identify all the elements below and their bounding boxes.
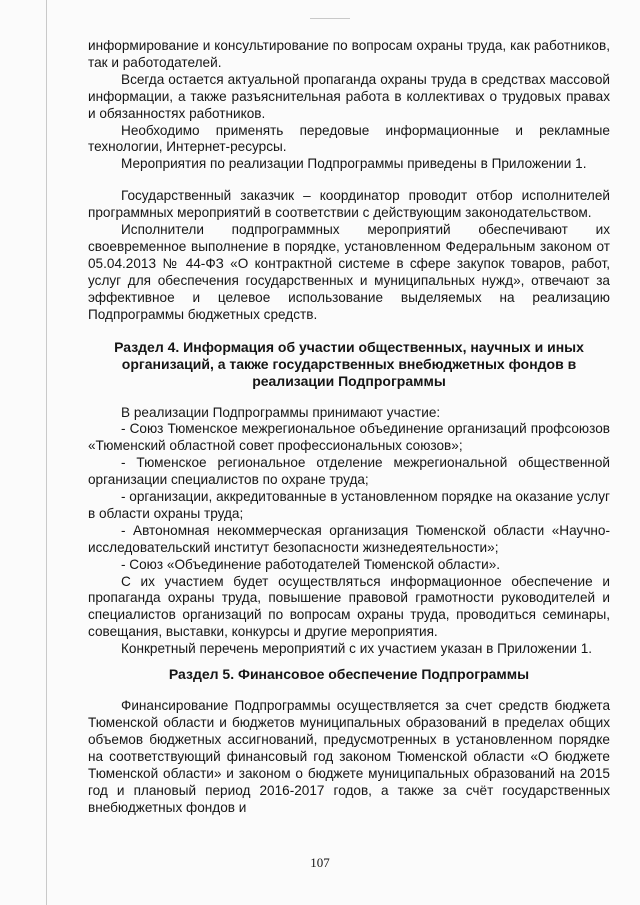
paragraph: Исполнители подпрограммных мероприятий обеспечивают их своевременное выполнение в порядке, установленном Федеральным законом от 05.04.2013 № 44-ФЗ «О контрактной системе в сфере закупок товаров, работ, услуг для обеспечения государственных и муниципальных нужд», отвечают за эффективное и целевое использование выделяемых на реализацию Подпрограммы бюджетных средств. xyxy=(88,222,610,322)
list-item: - Автономная некоммерческая организация Тюменской области «Научно-исследовательский институт безопасности жизнедеятельности»; xyxy=(88,522,610,555)
list-item: - Союз Тюменское межрегиональное объединение организаций профсоюзов «Тюменский областной совет профессиональных союзов»; xyxy=(88,421,610,454)
list-item: - организации, аккредитованные в установленном порядке на оказание услуг в области охраны труда; xyxy=(88,489,610,521)
section-4-heading: Раздел 4. Информация об участии общественных, научных и иных организаций, а также государственных внебюджетных фондов в реализации Подпрограммы xyxy=(114,338,584,389)
paragraph: Государственный заказчик – координатор проводит отбор исполнителей программных мероприятий в соответствии с действующим законодательством. xyxy=(88,188,610,221)
list-item: - Союз «Объединение работодателей Тюменской области». xyxy=(121,556,501,572)
paragraph: В реализации Подпрограммы принимают участие: xyxy=(121,404,441,420)
document-text xyxy=(88,38,610,816)
page-number: 107 xyxy=(310,855,330,870)
paragraph: информирование и консультирование по вопросам охраны труда, как работников, так и работодателей. xyxy=(88,38,610,70)
scan-edge-left xyxy=(46,0,47,905)
paragraph: Всегда остается актуальной пропаганда охраны труда в средствах массовой информации, а также разъяснительная работа в коллективах о трудовых правах и обязанностях работников. xyxy=(88,71,610,121)
section-5-heading: Раздел 5. Финансовое обеспечение Подпрограммы xyxy=(168,666,530,683)
list-item: - Тюменское региональное отделение межрегиональной общественной организации специалистов по охране труда; xyxy=(88,455,610,488)
paragraph: Необходимо применять передовые информационные и рекламные технологии, Интернет-ресурсы. xyxy=(88,122,610,155)
scan-edge-top xyxy=(310,18,350,19)
paragraph: Конкретный перечень мероприятий с их участием указан в Приложении 1. xyxy=(121,641,593,657)
paragraph: Мероприятия по реализации Подпрограммы приведены в Приложении 1. xyxy=(121,156,587,172)
paragraph: Финансирование Подпрограммы осуществляется за счет средств бюджета Тюменской области и бюджетов муниципальных образований в пределах общих объемов бюджетных ассигнований, предусмотренных в установленном порядке на соответствующий финансовый год законом Тюменской области «О бюджете Тюменской области» и законом о бюджете муниципальных образований на 2015 год и плановый период 2016-2017 годов, а также за счёт государственных внебюджетных фондов и xyxy=(88,698,610,815)
paragraph: С их участием будет осуществляться информационное обеспечение и пропаганда охраны труда, повышение правовой грамотности руководителей и специалистов организаций по вопросам охраны труда, проводиться семинары, совещания, выставки, конкурсы и другие мероприятия. xyxy=(88,573,610,640)
